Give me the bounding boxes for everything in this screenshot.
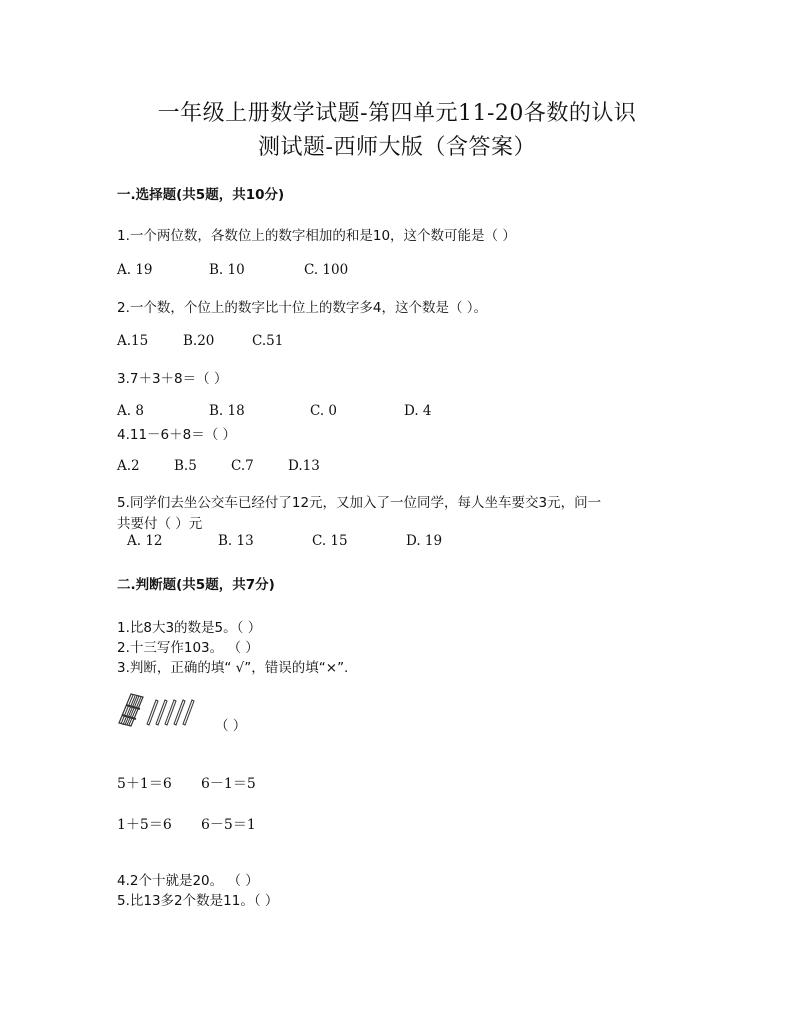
- option-b: B. 18: [209, 403, 245, 419]
- question-4-stem: 4.11－6＋8＝（ ）: [117, 427, 237, 443]
- option-d: D.13: [288, 458, 320, 474]
- option-c: C. 0: [310, 403, 338, 419]
- option-a: A. 8: [117, 403, 144, 419]
- equation: 6－1＝5: [201, 776, 256, 792]
- option-b: B. 10: [209, 262, 245, 278]
- document-title-line-1: 一年级上册数学试题-第四单元11-20各数的认识: [157, 101, 637, 126]
- question-5-stem-line-2: 共要付（ ）元: [117, 516, 203, 532]
- equation: 1＋5＝6: [117, 817, 172, 833]
- judgement-2: 2.十三写作103。 （ ）: [117, 640, 259, 656]
- option-d: D. 19: [406, 533, 443, 549]
- equation: 6－5＝1: [201, 817, 256, 833]
- option-c: C.51: [252, 333, 284, 349]
- question-1-stem: 1.一个两位数，各数位上的数字相加的和是10，这个数可能是（ ）: [117, 228, 516, 244]
- judgement-3-answer-paren: （ ）: [215, 718, 247, 734]
- question-3-stem: 3.7＋3＋8＝（ ）: [117, 371, 228, 387]
- judgement-5: 5.比13多2个数是11。（ ）: [117, 893, 279, 909]
- judgement-4: 4.2个十就是20。 （ ）: [117, 873, 259, 889]
- option-a: A.15: [117, 333, 149, 349]
- option-b: B.5: [174, 458, 197, 474]
- section-heading-choice: 一.选择题(共5题，共10分): [117, 187, 285, 203]
- question-2-stem: 2.一个数，个位上的数字比十位上的数字多4，这个数是（ ）。: [117, 300, 488, 316]
- option-c: C.7: [231, 458, 254, 474]
- option-c: C. 100: [304, 262, 349, 278]
- option-a: A. 19: [117, 262, 153, 278]
- question-5-stem-line-1: 5.同学们去坐公交车已经付了12元，又加入了一位同学，每人坐车要交3元，问一: [117, 495, 602, 511]
- option-a: A. 12: [127, 533, 163, 549]
- option-c: C. 15: [312, 533, 348, 549]
- option-a: A.2: [117, 458, 140, 474]
- document-title-line-2: 测试题-西师大版（含答案）: [258, 135, 536, 160]
- option-b: B. 13: [218, 533, 254, 549]
- judgement-1: 1.比8大3的数是5。（ ）: [117, 620, 262, 636]
- section-heading-judgement: 二.判断题(共5题，共7分): [117, 577, 275, 593]
- option-b: B.20: [183, 333, 215, 349]
- equation: 5＋1＝6: [117, 776, 172, 792]
- judgement-3: 3.判断，正确的填“ √”，错误的填“×”.: [117, 660, 349, 676]
- counting-sticks-icon: [115, 692, 195, 728]
- option-d: D. 4: [404, 403, 432, 419]
